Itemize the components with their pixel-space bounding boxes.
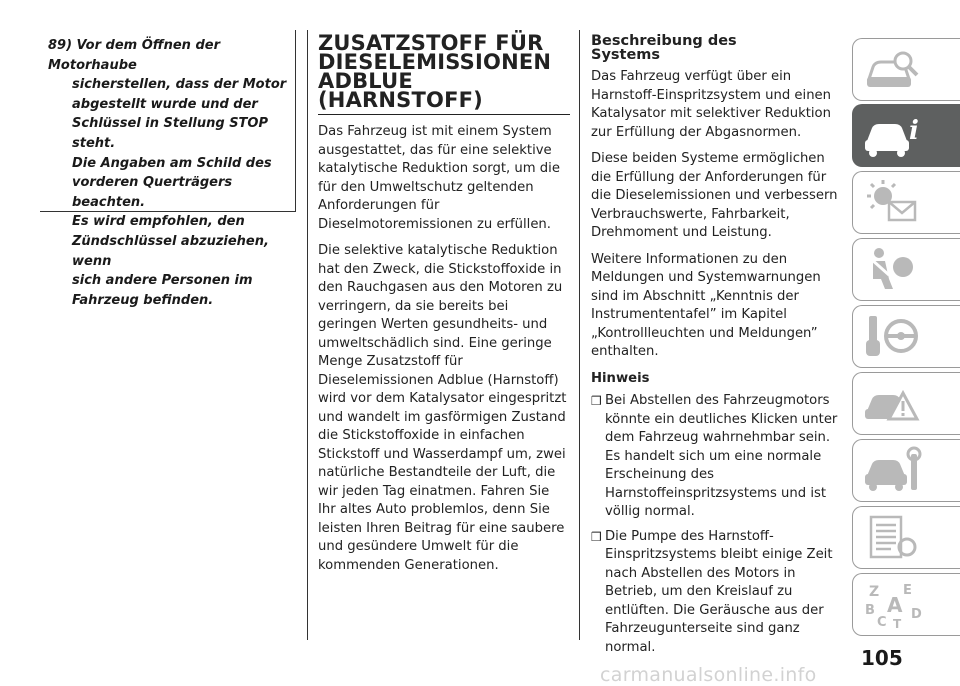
tab-warning-lights[interactable] bbox=[852, 171, 960, 234]
warning-line: sich andere Personen im bbox=[72, 273, 253, 289]
paragraph: Das Fahrzeug verfügt über ein Harnstoff-Einspritzsystem und einen Katalysator mit selektiver Reduktion zur Erfüllung der Abgasnormen. bbox=[591, 69, 832, 140]
svg-text:Z: Z bbox=[869, 584, 880, 600]
list-item-text: Bei Abstellen des Fahrzeugmotors könnte ein deutliches Klicken unter dem Fahrzeug wahrnehmbar sein. Es handelt sich um eine normale Erscheinung des Harnstoffeinspritzsystems und ist völlig normal. bbox=[605, 393, 838, 519]
svg-text:i: i bbox=[909, 116, 919, 146]
title-line: ZUSATZSTOFF FÜR bbox=[318, 31, 544, 55]
svg-text:T: T bbox=[893, 617, 902, 630]
checkbox-bullet-icon: ❒ bbox=[591, 529, 602, 544]
car-info-icon bbox=[863, 111, 923, 161]
title-line: Beschreibung des bbox=[591, 33, 737, 49]
warning-line: abgestellt wurde und der bbox=[72, 96, 258, 112]
tab-index[interactable] bbox=[852, 573, 960, 636]
tab-car-search[interactable] bbox=[852, 38, 960, 101]
description-section bbox=[591, 32, 841, 663]
paragraph: Das Fahrzeug ist mit einem System ausgestattet, das für eine selektive katalytische Reduktion sorgt, um die für den Umweltschutz geltenden Anforderungen für Dieselmotoremissionen zu erfüllen. bbox=[318, 124, 560, 232]
adblue-section bbox=[318, 32, 570, 583]
paragraph: Weitere Informationen zu den Meldungen und Systemwarnungen sind im Abschnitt „Kenntnis der Instrumententafel” im Kapitel „Kontrollleuchten und Meldungen” enthalten. bbox=[591, 251, 821, 359]
list-item bbox=[591, 528, 841, 658]
svg-text:D: D bbox=[911, 607, 922, 622]
warning-lights-icon bbox=[863, 178, 923, 228]
warning-note bbox=[40, 30, 296, 308]
title-line: Systems bbox=[591, 47, 661, 63]
note-heading: Hinweis bbox=[591, 370, 650, 386]
chapter-tabs bbox=[852, 38, 960, 630]
warning-line: Es wird empfohlen, den bbox=[72, 214, 245, 230]
car-search-icon bbox=[863, 45, 923, 95]
warning-line: vorderen Querträgers beachten. bbox=[72, 175, 233, 210]
warning-line: Zündschlüssel abzuziehen, wenn bbox=[72, 233, 269, 269]
car-warning-triangle-icon bbox=[863, 379, 923, 429]
key-steering-wheel-icon bbox=[863, 312, 923, 362]
svg-text:E: E bbox=[903, 583, 912, 598]
index-letters-icon bbox=[863, 580, 923, 630]
section-title bbox=[318, 31, 570, 115]
car-wrench-icon bbox=[863, 446, 923, 496]
column-divider bbox=[579, 30, 580, 640]
tab-car-info[interactable] bbox=[852, 104, 960, 167]
warning-line: 89) Vor dem Öffnen der Motorhaube bbox=[48, 38, 220, 73]
list-item bbox=[591, 392, 841, 522]
tab-maintenance[interactable] bbox=[852, 439, 960, 502]
paragraph: Diese beiden Systeme ermöglichen die Erfüllung der Anforderungen für die Dieselemissionen und verbessern Verbrauchswerte, Fahrbarkeit, Drehmoment und Leistung. bbox=[591, 151, 838, 240]
paragraph: Die selektive katalytische Reduktion hat den Zweck, die Stickstoffoxide in den Rauchgasen aus den Motoren zu verringern, da sie bereits bei geringen Werten gesundheits- und umweltschädlich sind. Eine geringe Menge Zusatzstoff für Dieselemissionen Adblue (Harnstoff) wird vor dem Katalysator eingespritzt und wandelt im gasförmigen Zustand die Stickstoffoxide in einfachen Stickstoff und Wasserdampf um, zwei natürliche Bestandteile der Luft, die wir jeden Tag einatmen. Fahren Sie Ihr altes Auto problemlos, denn Sie leisten Ihren Beitrag für eine saubere und gesündere Umwelt für die kommenden Generationen. bbox=[318, 243, 567, 573]
technical-data-icon bbox=[863, 513, 923, 563]
column-divider bbox=[307, 30, 308, 640]
tab-emergency[interactable] bbox=[852, 372, 960, 435]
tab-technical-data[interactable] bbox=[852, 506, 960, 569]
warning-line: Die Angaben am Schild des bbox=[72, 155, 272, 171]
warning-line: sicherstellen, dass der Motor bbox=[72, 77, 287, 93]
warning-line: Fahrzeug befinden. bbox=[72, 292, 214, 308]
warning-line: Schlüssel in Stellung STOP steht. bbox=[72, 116, 269, 151]
tab-start-drive[interactable] bbox=[852, 305, 960, 368]
subsection-title bbox=[591, 34, 841, 62]
page-number: 105 bbox=[861, 646, 903, 670]
tab-safety[interactable] bbox=[852, 238, 960, 301]
watermark: carmanualsonline.info bbox=[600, 664, 817, 686]
title-line: DIESELEMISSIONEN bbox=[318, 50, 552, 74]
list-item-text: Die Pumpe des Harnstoff-Einspritzsystems bleibt einige Zeit nach Abstellen des Motors in Betrieb, um den Kreislauf zu entlüften. Die Geräusche aus der Fahrzeugunterseite sind ganz normal. bbox=[605, 528, 833, 655]
title-line: ADBLUE bbox=[318, 69, 413, 93]
svg-text:A: A bbox=[887, 593, 903, 617]
svg-text:B: B bbox=[865, 603, 875, 618]
svg-text:C: C bbox=[877, 615, 887, 630]
title-line: (HARNSTOFF) bbox=[318, 88, 483, 112]
checkbox-bullet-icon: ❒ bbox=[591, 394, 602, 408]
seatbelt-airbag-icon bbox=[863, 245, 923, 295]
